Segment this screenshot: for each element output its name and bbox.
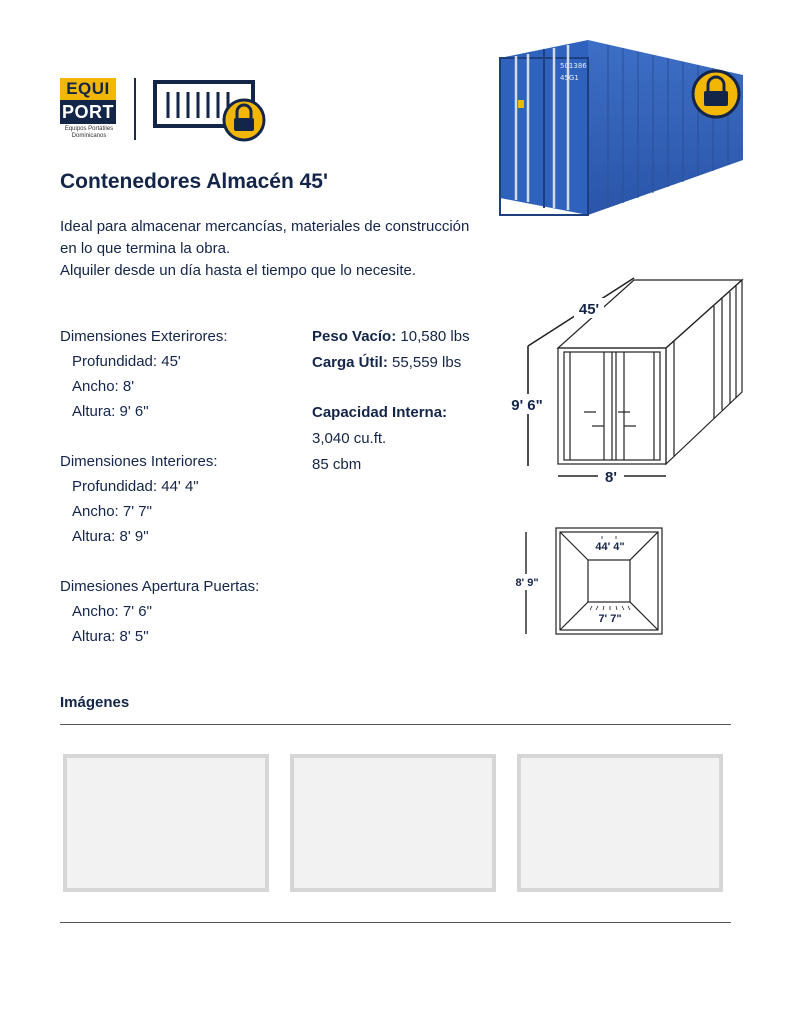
capacity-cuft: 3,040 cu.ft. <box>312 430 387 447</box>
door-item: Altura: 8' 5" <box>72 628 149 645</box>
exterior-item: Altura: 9' 6" <box>72 403 149 420</box>
interior-item: Profundidad: 44' 4" <box>72 478 199 495</box>
ext-length-label: 45' <box>578 301 600 318</box>
interior-diagram <box>510 522 670 640</box>
weight-capacity <box>312 324 512 478</box>
ext-width-label: 8' <box>605 469 617 486</box>
logo-divider <box>134 78 136 140</box>
description <box>60 216 510 282</box>
exterior-item: Ancho: 8' <box>72 378 135 395</box>
door-item: Ancho: 7' 6" <box>72 603 152 620</box>
exterior-item: Profundidad: 45' <box>72 353 181 370</box>
dimensions-list <box>60 324 320 649</box>
image-thumbnail-2[interactable] <box>290 754 496 892</box>
container-photo <box>498 30 748 220</box>
image-thumbnail-1[interactable] <box>63 754 269 892</box>
int-length-label: 44' 4" <box>595 541 625 553</box>
brand-tagline <box>54 126 124 140</box>
brand-logo-top: EQUI <box>60 78 116 100</box>
brand-tagline-line1: Equipos Portátiles <box>64 126 114 132</box>
payload-value: 55,559 lbs <box>387 354 462 371</box>
image-thumbnail-3[interactable] <box>517 754 723 892</box>
container-lock-icon <box>152 78 268 142</box>
capacity-cbm: 85 cbm <box>312 456 362 473</box>
section-divider-top <box>60 724 731 725</box>
ext-height-label: 9' 6" <box>511 397 543 414</box>
brand-tagline-line2: Dominicanos <box>71 133 107 139</box>
payload-label: Carga Útil: <box>312 354 388 371</box>
section-divider-bottom <box>60 922 731 923</box>
brand-logo-bottom: PORT <box>61 102 114 122</box>
door-heading: Dimesiones Apertura Puertas: <box>60 578 260 595</box>
exterior-heading: Dimensiones Exterirores: <box>60 328 228 345</box>
description-line: Alquiler desde un día hasta el tiempo que lo necesite. <box>60 262 417 279</box>
images-section-title: Imágenes <box>60 694 130 711</box>
interior-item: Altura: 8' 9" <box>72 528 149 545</box>
interior-heading: Dimensiones Interiores: <box>60 453 218 470</box>
description-line: Ideal para almacenar mercancías, materiales de construcción <box>60 218 470 235</box>
photo-text-line2: 45G1 <box>560 74 579 82</box>
description-line: en lo que termina la obra. <box>60 240 231 257</box>
exterior-diagram <box>500 270 760 500</box>
lock-icon <box>704 91 728 106</box>
empty-weight-label: Peso Vacío: <box>312 328 397 345</box>
empty-weight <box>312 324 512 350</box>
empty-weight-value: 10,580 lbs <box>396 328 470 345</box>
int-width-label: 7' 7" <box>598 613 622 625</box>
int-height-label: 8' 9" <box>515 577 539 589</box>
capacity-label: Capacidad Interna: <box>312 404 448 421</box>
page-title: Contenedores Almacén 45' <box>60 170 328 193</box>
interior-item: Ancho: 7' 7" <box>72 503 152 520</box>
photo-text-line1: 501386 <box>560 62 587 70</box>
payload <box>312 350 512 376</box>
